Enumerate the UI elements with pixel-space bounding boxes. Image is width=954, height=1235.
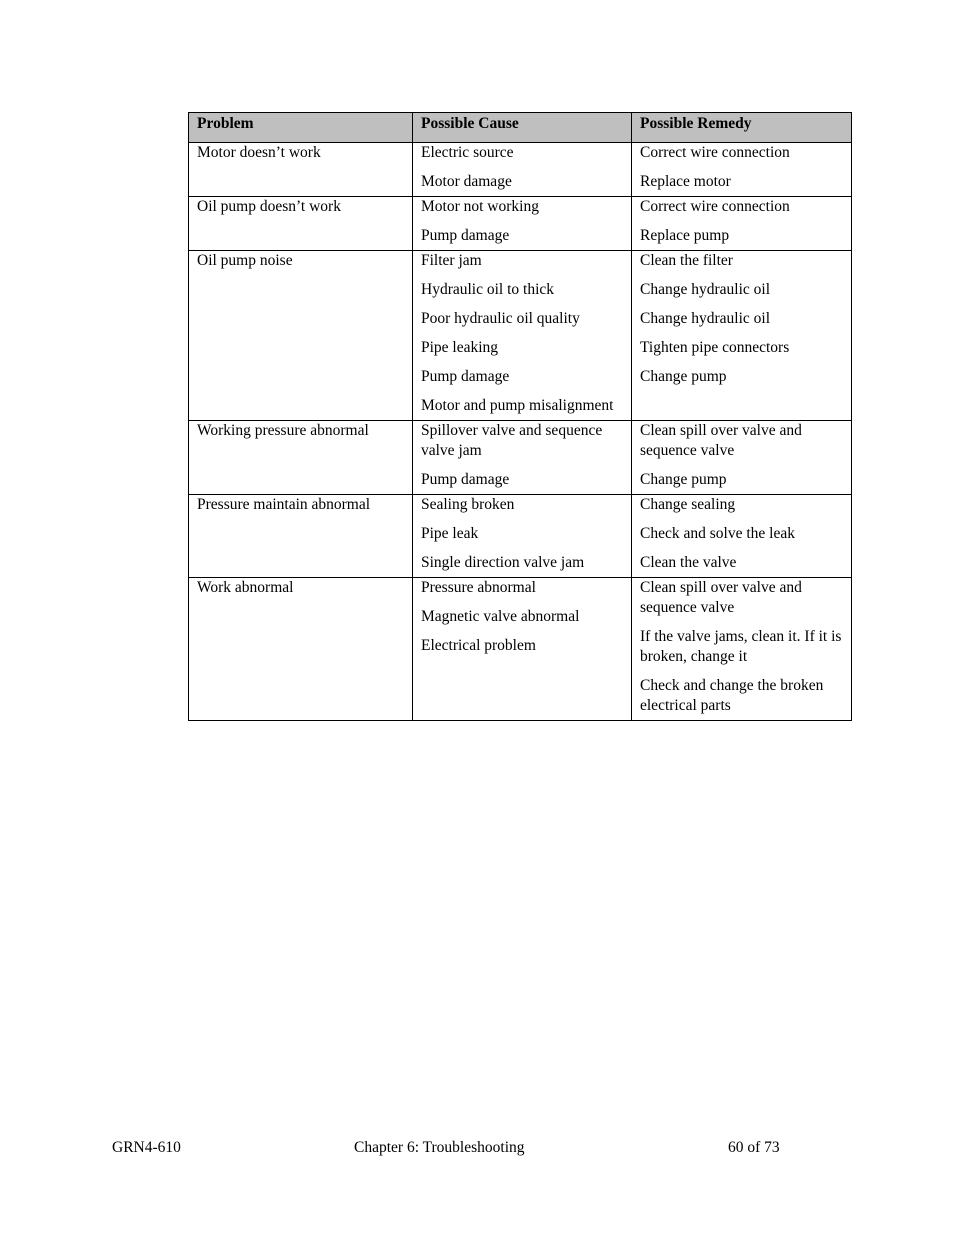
remedy-text: Clean the filter [640, 252, 733, 269]
remedy-text: Clean spill over valve and sequence valve [640, 422, 802, 459]
problem-cell [189, 197, 413, 251]
cause-text: Poor hydraulic oil quality [421, 310, 580, 327]
remedy-text: Check and change the broken electrical parts [640, 677, 824, 714]
cause-text: Filter jam [421, 252, 482, 269]
remedy-cell [632, 495, 852, 578]
cause-text: Electric source [421, 144, 514, 161]
remedy-cell [632, 578, 852, 721]
troubleshooting-table [188, 112, 852, 721]
problem-cell [189, 578, 413, 721]
problem-text: Working pressure abnormal [197, 422, 369, 439]
problem-text: Pressure maintain abnormal [197, 496, 371, 513]
cause-text: Hydraulic oil to thick [421, 281, 555, 298]
problem-text: Work abnormal [197, 579, 294, 596]
remedy-text: Check and solve the leak [640, 525, 795, 542]
problem-cell [189, 143, 413, 197]
cause-text: Pump damage [421, 368, 510, 385]
cause-text: Pipe leaking [421, 339, 499, 356]
remedy-text: Change sealing [640, 496, 736, 513]
remedy-text: Clean spill over valve and sequence valve [640, 579, 802, 616]
header-problem: Problem [189, 113, 413, 143]
cause-text: Pump damage [421, 471, 510, 488]
table-row [189, 495, 852, 578]
remedy-text: If the valve jams, clean it. If it is broken, change it [640, 628, 842, 665]
remedy-text: Replace motor [640, 173, 731, 190]
cause-text: Pressure abnormal [421, 579, 536, 596]
cause-text: Pump damage [421, 227, 510, 244]
header-possible-remedy: Possible Remedy [632, 113, 852, 143]
remedy-cell [632, 197, 852, 251]
problem-cell [189, 495, 413, 578]
cause-cell [413, 143, 632, 197]
remedy-cell [632, 143, 852, 197]
table-header-row [189, 113, 852, 143]
problem-text: Oil pump noise [197, 252, 293, 269]
problem-cell [189, 421, 413, 495]
cause-cell [413, 495, 632, 578]
cause-text: Motor damage [421, 173, 512, 190]
remedy-text: Correct wire connection [640, 198, 790, 215]
cause-text: Motor not working [421, 198, 539, 215]
problem-text: Motor doesn’t work [197, 144, 321, 161]
table-row [189, 251, 852, 421]
table-row [189, 421, 852, 495]
cause-text: Pipe leak [421, 525, 479, 542]
remedy-text: Correct wire connection [640, 144, 790, 161]
footer-model: GRN4-610 [112, 1139, 181, 1156]
cause-text: Magnetic valve abnormal [421, 608, 580, 625]
cause-cell [413, 251, 632, 421]
remedy-cell [632, 421, 852, 495]
cause-cell [413, 578, 632, 721]
table-row [189, 197, 852, 251]
cause-cell [413, 197, 632, 251]
remedy-text: Tighten pipe connectors [640, 339, 790, 356]
table-row [189, 578, 852, 721]
table-row [189, 143, 852, 197]
remedy-text: Replace pump [640, 227, 730, 244]
remedy-text: Change hydraulic oil [640, 310, 770, 327]
remedy-text: Change pump [640, 471, 727, 488]
remedy-text: Change hydraulic oil [640, 281, 770, 298]
footer-page-number: 60 of 73 [728, 1139, 780, 1156]
remedy-text: Change pump [640, 368, 727, 385]
footer-chapter: Chapter 6: Troubleshooting [354, 1139, 525, 1156]
remedy-text: Clean the valve [640, 554, 737, 571]
header-possible-cause: Possible Cause [413, 113, 632, 143]
remedy-cell [632, 251, 852, 421]
cause-text: Single direction valve jam [421, 554, 585, 571]
cause-text: Spillover valve and sequence valve jam [421, 422, 603, 459]
problem-cell [189, 251, 413, 421]
cause-text: Motor and pump misalignment [421, 397, 614, 414]
problem-text: Oil pump doesn’t work [197, 198, 341, 215]
cause-text: Sealing broken [421, 496, 515, 513]
cause-text: Electrical problem [421, 637, 536, 654]
cause-cell [413, 421, 632, 495]
